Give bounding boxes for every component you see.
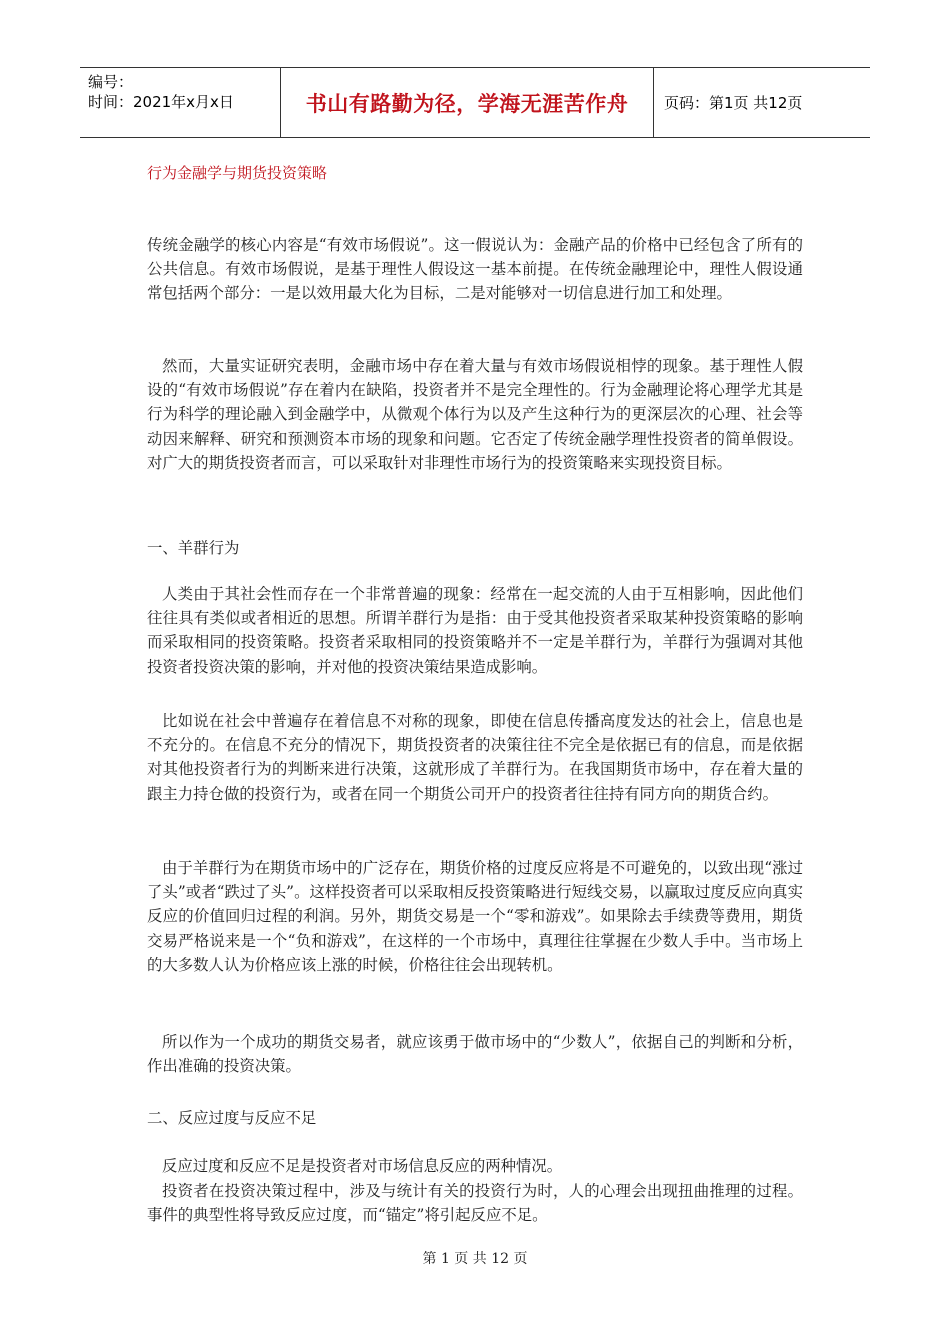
paragraph-4: 比如说在社会中普遍存在着信息不对称的现象，即使在信息传播高度发达的社会上，信息也是不充分的。在信息不充分的情况下，期货投资者的决策往往不完全是依据已有的信息，而是依据对其他投资者行为的判断来进行决策，这就形成了羊群行为。在我国期货市场中，存在着大量的跟主力持仓做的投资行为，或者在同一个期货公司开户的投资者往往持有同方向的期货合约。 xyxy=(147,712,803,803)
paragraph-8: 投资者在投资决策过程中，涉及与统计有关的投资行为时，人的心理会出现扭曲推理的过程。事件的典型性将导致反应过度，而“锚定”将引起反应不足。 xyxy=(147,1182,803,1225)
header-meta xyxy=(80,68,281,137)
document-number-label: 编号： xyxy=(88,73,134,91)
page-header xyxy=(80,67,870,138)
paragraph-3: 人类由于其社会性而存在一个非常普遍的现象：经常在一起交流的人由于互相影响，因此他们往往具有类似或者相近的思想。所谓羊群行为是指：由于受其他投资者采取某种投资策略的影响而采取相同的投资策略。投资者采取相同的投资策略并不一定是羊群行为，羊群行为强调对其他投资者投资决策的影响，并对他的投资决策结果造成影响。 xyxy=(147,585,803,676)
document-date: 时间：2021年x月x日 xyxy=(88,93,234,111)
page-footer: 第 1 页 共 12 页 xyxy=(422,1251,528,1267)
section-heading-1: 一、羊群行为 xyxy=(147,539,240,557)
paragraph-5: 由于羊群行为在期货市场中的广泛存在，期货价格的过度反应将是不可避免的，以致出现“涨过了头”或者“跌过了头”。这样投资者可以采取相反投资策略进行短线交易，以赢取过度反应向真实反应的价值回归过程的利润。另外，期货交易是一个“零和游戏”。如果除去手续费等费用，期货交易严格说来是一个“负和游戏”，在这样的一个市场中，真理往往掌握在少数人手中。当市场上的大多数人认为价格应该上涨的时候，价格往往会出现转机。 xyxy=(147,859,803,974)
paragraph-6: 所以作为一个成功的期货交易者，就应该勇于做市场中的“少数人”，依据自己的判断和分析，作出准确的投资决策。 xyxy=(147,1033,803,1076)
document-title: 行为金融学与期货投资策略 xyxy=(147,164,328,182)
header-motto: 书山有路勤为径，学海无涯苦作舟 xyxy=(281,68,654,137)
paragraph-1: 传统金融学的核心内容是“有效市场假说”。这一假说认为：金融产品的价格中已经包含了所有的公共信息。有效市场假说，是基于理性人假设这一基本前提。在传统金融理论中，理性人假设通常包括两个部分：一是以效用最大化为目标，二是对能够对一切信息进行加工和处理。 xyxy=(147,236,803,303)
header-page-info: 页码：第1页 共12页 xyxy=(664,94,803,112)
paragraph-2: 然而，大量实证研究表明，金融市场中存在着大量与有效市场假说相悖的现象。基于理性人假设的“有效市场假说”存在着内在缺陷，投资者并不是完全理性的。行为金融理论将心理学尤其是行为科学的理论融入到金融学中，从微观个体行为以及产生这种行为的更深层次的心理、社会等动因来解释、研究和预测资本市场的现象和问题。它否定了传统金融学理性投资者的简单假设。对广大的期货投资者而言，可以采取针对非理性市场行为的投资策略来实现投资目标。 xyxy=(147,357,803,472)
paragraph-7: 反应过度和反应不足是投资者对市场信息反应的两种情况。 xyxy=(162,1157,563,1175)
section-heading-2: 二、反应过度与反应不足 xyxy=(147,1109,317,1127)
